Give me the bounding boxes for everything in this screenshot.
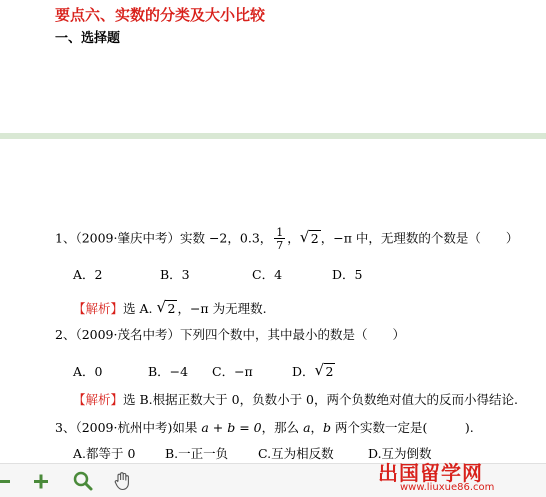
q3-option-c: C.互为相反数	[258, 446, 334, 461]
question-2: 2、（2009·茂名中考）下列四个数中，其中最小的数是（ ）	[55, 327, 405, 342]
q2-option-d-sqrt: √ 2	[314, 361, 334, 379]
variable-b: b	[323, 420, 332, 435]
question-3	[55, 418, 474, 436]
comma: ，	[310, 420, 324, 435]
plus-icon[interactable]	[30, 470, 52, 492]
question-1-text-post: ，−π 中，无理数的个数是（ ）	[320, 230, 519, 246]
watermark-logo-text: 出国留学网	[378, 461, 483, 485]
q3-option-b: B.一正一负	[165, 446, 229, 461]
q2-option-d-label: D．	[292, 364, 315, 379]
sqrt-argument: 2	[310, 230, 319, 246]
hand-icon[interactable]	[112, 470, 134, 492]
q2-option-d-sqrt-argument: 2	[325, 364, 334, 379]
minus-icon[interactable]	[0, 470, 18, 492]
section-heading: 一、选择题	[55, 31, 121, 46]
math-expression: a + b = 0	[201, 420, 262, 435]
q2-answer	[73, 390, 518, 408]
q1-option-c: C．4	[252, 267, 283, 282]
q2-option-c: C．−π	[212, 364, 253, 379]
question-3-text-post: 两个实数一定是( ).	[331, 420, 474, 435]
comma: ，	[287, 230, 300, 246]
q2-option-b: B．−4	[148, 364, 189, 379]
answer-text-post: ，−π 为无理数.	[177, 301, 267, 316]
answer-tag: 【解析】	[73, 301, 124, 316]
q2-option-a: A．0	[73, 364, 103, 379]
q1-answer	[73, 299, 267, 317]
page-separator	[0, 133, 546, 139]
question-1	[55, 227, 518, 251]
answer-text-pre: 选 A.	[123, 301, 153, 316]
answer-tag: 【解析】	[73, 392, 124, 407]
q1-option-a: A．2	[73, 267, 103, 282]
sqrt-expression: √ 2	[299, 227, 319, 246]
question-3-text-mid: ，那么	[261, 420, 304, 435]
question-3-text-pre: 3、（2009·杭州中考)如果	[55, 420, 202, 435]
q3-option-d: D.互为倒数	[368, 446, 432, 461]
answer-text: 选 B.根据正数大于 0，负数小于 0，两个负数绝对值大的反而小得结论.	[123, 392, 518, 407]
q1-option-d: D．5	[332, 267, 363, 282]
answer-sqrt-argument: 2	[167, 301, 176, 316]
fraction-denominator: 7	[276, 239, 284, 252]
q2-option-d	[292, 362, 335, 380]
q3-option-a: A.都等于 0	[73, 446, 136, 461]
fraction	[274, 227, 285, 251]
watermark-url: www.liuxue86.com	[400, 482, 495, 493]
variable-a: a	[303, 420, 311, 435]
q1-option-b: B．3	[160, 267, 190, 282]
question-1-text-pre: 1、（2009·肇庆中考）实数 −2，0.3，	[55, 230, 273, 246]
search-icon[interactable]	[72, 470, 94, 492]
fraction-numerator: 1	[276, 226, 284, 239]
page-title: 要点六、实数的分类及大小比较	[55, 6, 266, 24]
answer-sqrt: √ 2	[156, 298, 176, 316]
